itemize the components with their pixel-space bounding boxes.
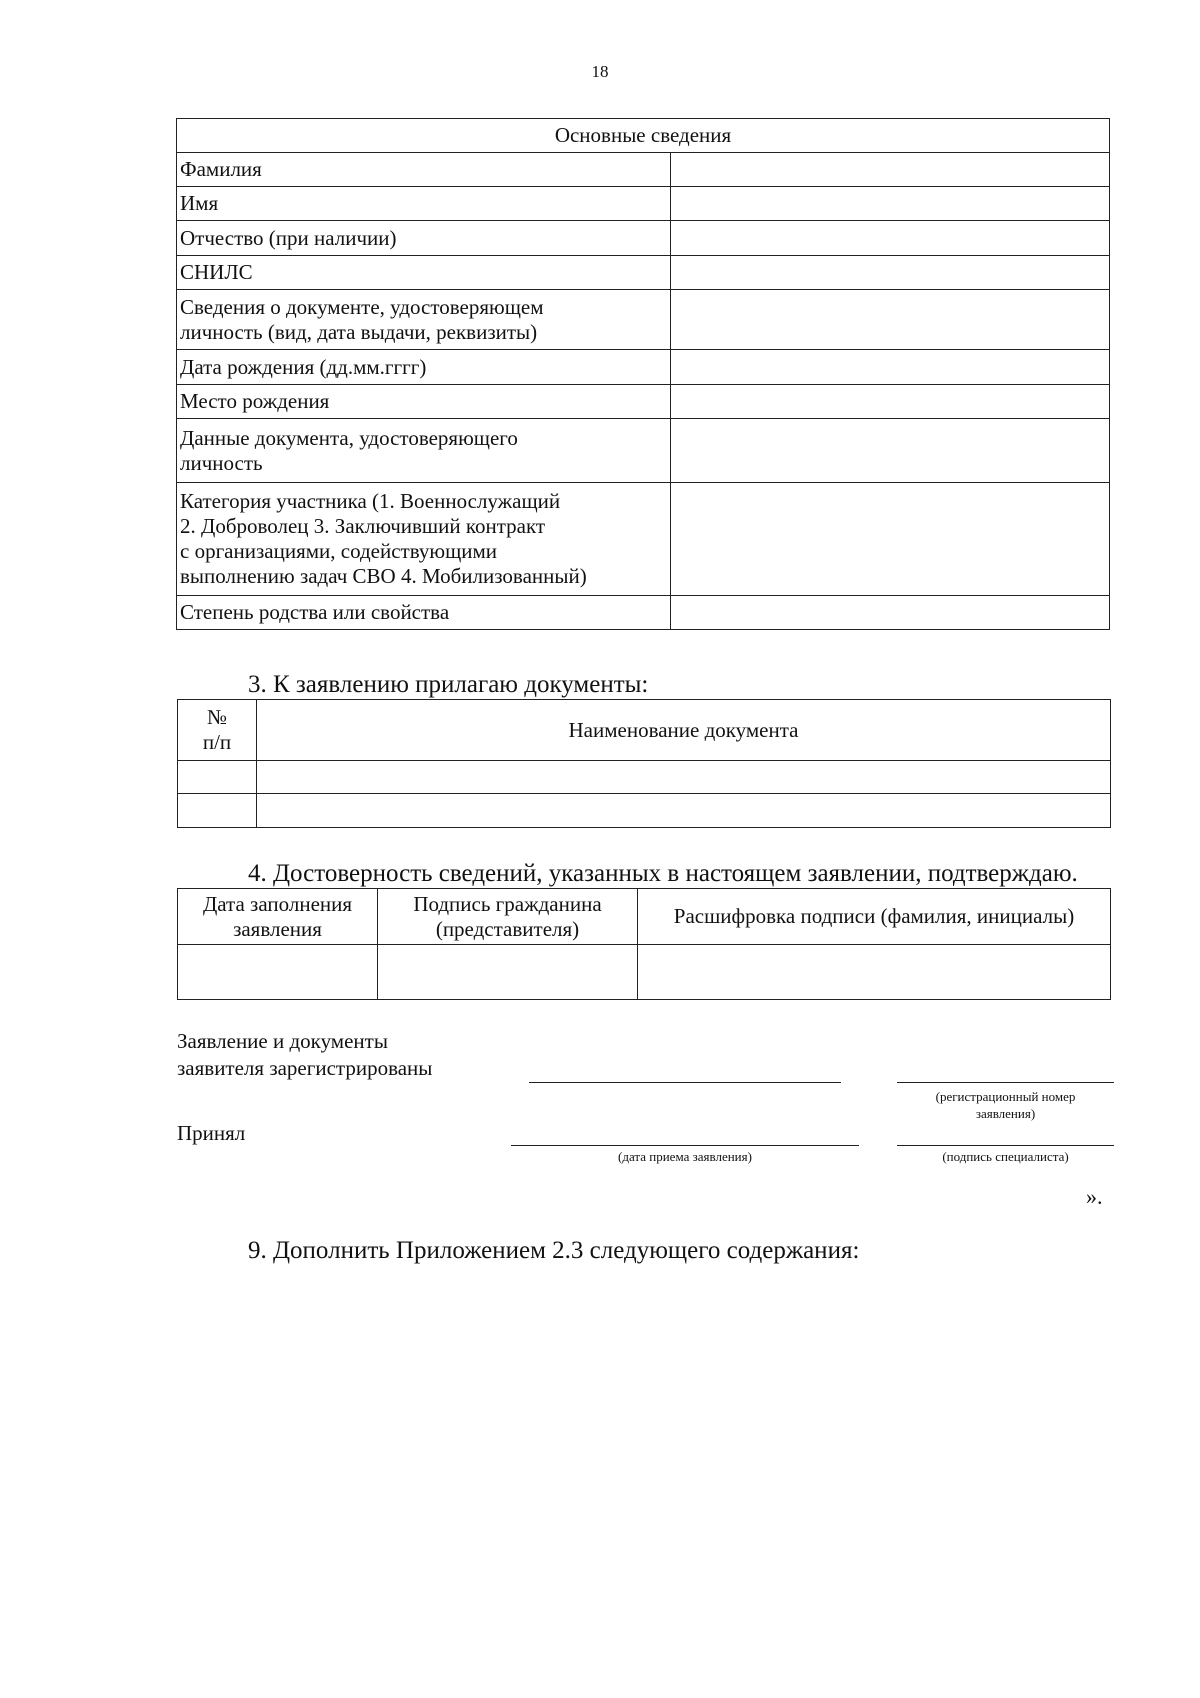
- row-label-birth-place: Место рождения: [177, 385, 671, 419]
- row-label-participant-category: Категория участника (1. Военнослужащий 2. Доброволец 3. Заключивший контракт с организациями, содействующими выполнению задач СВО 4. Мобилизованный): [177, 483, 671, 596]
- col-document-name-header: Наименование документа: [257, 700, 1111, 761]
- row-value-birth-date[interactable]: [671, 350, 1110, 385]
- main-info-table: [176, 118, 1110, 630]
- col-number-header: № п/п: [178, 700, 257, 761]
- signature-table: [177, 888, 1111, 1000]
- specialist-signature-caption: (подпись специалиста): [942, 1149, 1069, 1164]
- registration-line[interactable]: [529, 1082, 841, 1083]
- row-label-birth-date: Дата рождения (дд.мм.гггг): [177, 350, 671, 385]
- doc-row-2-number[interactable]: [178, 794, 257, 828]
- row-label-id-document-data: Данные документа, удостоверяющего личность: [177, 419, 671, 483]
- row-label-surname: Фамилия: [177, 153, 671, 187]
- attached-documents-table: [177, 699, 1111, 828]
- row-value-snils[interactable]: [671, 256, 1110, 290]
- section-4-heading: 4. Достоверность сведений, указанных в настоящем заявлении, подтверждаю.: [248, 860, 1078, 887]
- row-value-name[interactable]: [671, 187, 1110, 221]
- doc-row-1-number[interactable]: [178, 761, 257, 794]
- registration-text: Заявление и документы заявителя зарегистрированы: [177, 1029, 433, 1080]
- doc-row-2-name[interactable]: [257, 794, 1111, 828]
- reg-number-line[interactable]: [897, 1082, 1114, 1083]
- specialist-signature-line[interactable]: [897, 1145, 1114, 1146]
- row-value-patronymic[interactable]: [671, 221, 1110, 256]
- row-value-kinship[interactable]: [671, 596, 1110, 630]
- citizen-signature-cell[interactable]: [378, 945, 638, 1000]
- section-3-heading: 3. К заявлению прилагаю документы:: [248, 671, 649, 698]
- doc-row-1-name[interactable]: [257, 761, 1111, 794]
- accepted-label: Принял: [177, 1121, 246, 1145]
- main-table-header: Основные сведения: [177, 119, 1110, 153]
- col-fill-date-header: Дата заполнения заявления: [178, 889, 378, 945]
- row-label-id-document-info: Сведения о документе, удостоверяющем личность (вид, дата выдачи, реквизиты): [177, 290, 671, 350]
- accept-date-line[interactable]: [511, 1145, 859, 1146]
- row-value-participant-category[interactable]: [671, 483, 1110, 596]
- row-value-birth-place[interactable]: [671, 385, 1110, 419]
- section-9-text: 9. Дополнить Приложением 2.3 следующего содержания:: [248, 1237, 860, 1264]
- row-value-id-document-info[interactable]: [671, 290, 1110, 350]
- signature-decoding-cell[interactable]: [638, 945, 1111, 1000]
- row-label-patronymic: Отчество (при наличии): [177, 221, 671, 256]
- fill-date-cell[interactable]: [178, 945, 378, 1000]
- row-label-name: Имя: [177, 187, 671, 221]
- row-label-snils: СНИЛС: [177, 256, 671, 290]
- row-value-surname[interactable]: [671, 153, 1110, 187]
- row-value-id-document-data[interactable]: [671, 419, 1110, 483]
- accept-date-caption: (дата приема заявления): [618, 1149, 752, 1164]
- row-label-kinship: Степень родства или свойства: [177, 596, 671, 630]
- col-citizen-signature-header: Подпись гражданина (представителя): [378, 889, 638, 945]
- reg-number-caption: (регистрационный номер заявления): [935, 1089, 1076, 1121]
- col-signature-decoding-header: Расшифровка подписи (фамилия, инициалы): [638, 889, 1111, 945]
- page-number: 18: [591, 62, 609, 81]
- closing-quote: ».: [1086, 1184, 1103, 1209]
